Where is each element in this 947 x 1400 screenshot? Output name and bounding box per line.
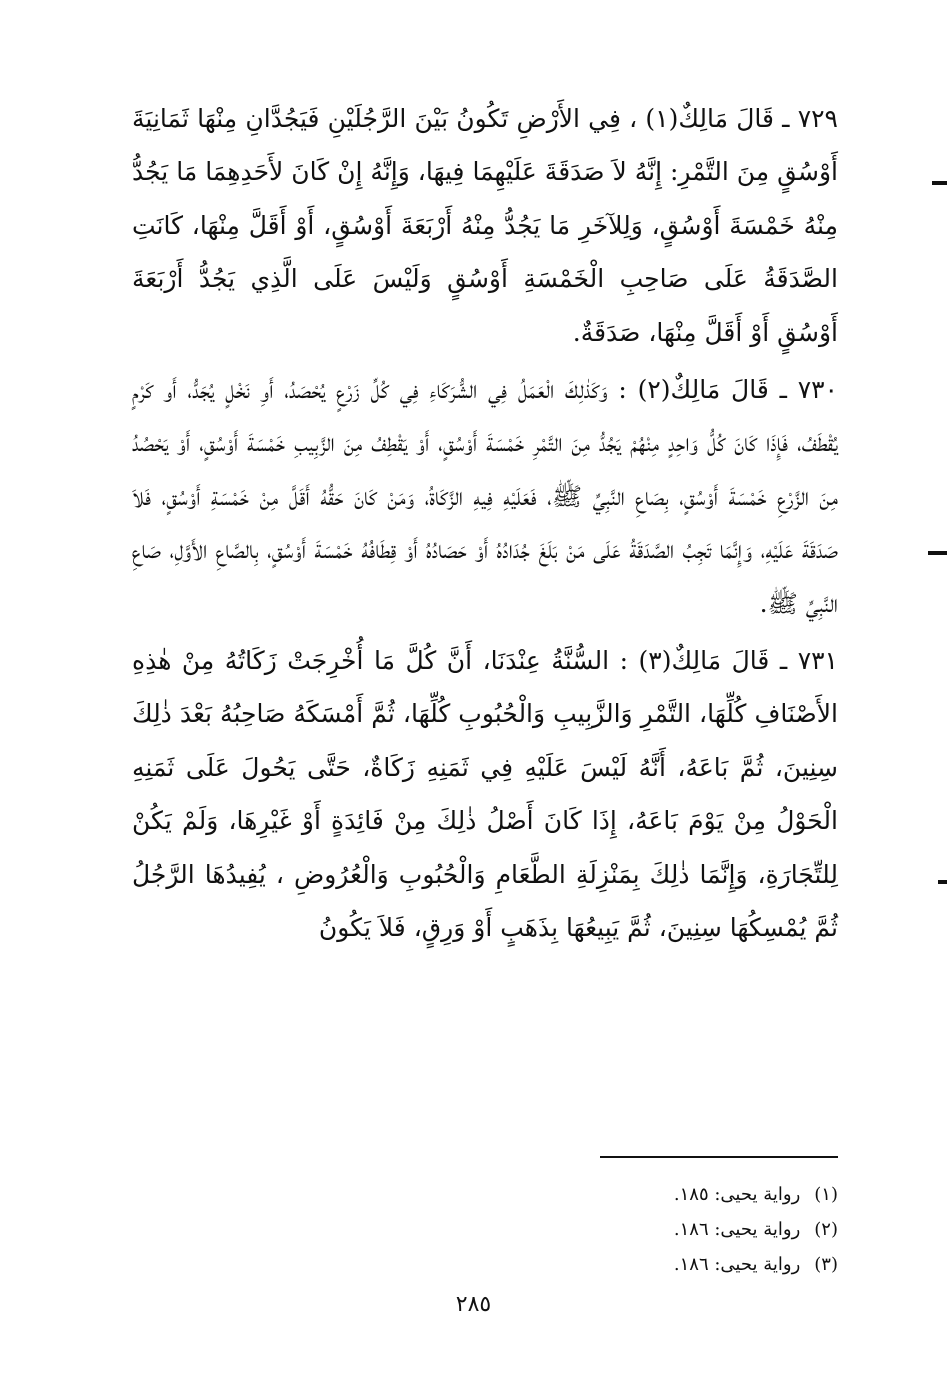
main-text — [132, 92, 838, 955]
paragraph-730: ٧٣٠ ـ قَالَ مَالِكٌ(٢) : وَكَذٰلِكَ الْعَمَلُ فِي الشُّرَكَاءِ فِي كُلِّ زَرْعٍ يُحْصَدُ، أَوِ نَخْلٍ يُجَدُّ، أَو كَرْمٍ يُقْطَفُ، فَإِذَا كَانَ كُلُّ وَاحِدٍ مِنْهُمْ يَجُدُّ مِنَ التَّمْرِ خَمْسَةَ أَوْسُقٍ، أَوْ يَقْطِفُ مِنَ الزَّبِيبِ خَمْسَةَ أَوْسُقٍ، أَوْ يَحْصُدُ مِنَ الزَّرْعِ خَمْسَةَ أَوْسُقٍ، بِصَاعِ النَّبِيِّ ﷺ، فَعَلَيْهِ فِيهِ الزَّكَاةُ، وَمَنْ كَانَ حَقُّهُ أَقَلَّ مِنْ خَمْسَةِ أَوْسُقٍ، فَلاَ صَدَقَةَ عَلَيْهِ، وَإِنَّمَا تَجِبُ الصَّدَقَةُ عَلَى مَنْ بَلَغَ جُدَادُهُ أَوْ حَصَادُهُ أَوْ قِطَافُهُ خَمْسَةَ أَوْسُقٍ، بِالصَّاعِ الأَوَّلِ، صَاعِ النَّبِيِّ ﷺ. — [132, 375, 838, 618]
footnote-2 — [538, 1212, 838, 1247]
paragraph-731: ٧٣١ ـ قَالَ مَالِكٌ(٣) : السُّنَّةُ عِنْدَنَا، أَنَّ كُلَّ مَا أُخْرِجَتْ زَكَاتُهُ مِنْ هٰذِهِ الأَصْنَافِ كُلِّهَا، التَّمْرِ وَالزَّبِيبِ وَالْحُبُوبِ كُلِّهَا، ثُمَّ أَمْسَكَهُ صَاحِبُهُ بَعْدَ ذٰلِكَ سِنِينَ، ثُمَّ بَاعَهُ، أَنَّهُ لَيْسَ عَلَيْهِ فِي ثَمَنِهِ زَكَاةٌ، حَتَّى يَحُولَ عَلَى ثَمَنِهِ الْحَوْلُ مِنْ يَوْمَ بَاعَهُ، إِذَا كَانَ أَصْلُ ذٰلِكَ مِنْ فَائِدَةٍ أَوْ غَيْرِهَا، وَلَمْ يَكُنْ لِلتِّجَارَةِ، وَإِنَّمَا ذٰلِكَ بِمَنْزِلَةِ الطَّعَامِ وَالْحُبُوبِ وَالْعُرُوضِ ، يُفِيدُهَا الرَّجُلُ ثُمَّ يُمْسِكُهَا سِنِينَ، ثُمَّ يَبِيعُهَا بِذَهَبٍ أَوْ وَرِقٍ، فَلاَ يَكُونُ — [132, 646, 838, 943]
footnote-1 — [538, 1177, 838, 1212]
footnote-text: رواية يحيى: ١٨٦. — [673, 1254, 801, 1275]
footnote-3 — [538, 1247, 838, 1282]
margin-mark — [928, 551, 947, 555]
footnote-number: (٣) — [814, 1254, 838, 1275]
margin-mark — [938, 880, 947, 884]
footnote-text: رواية يحيى: ١٨٦. — [673, 1219, 801, 1240]
footnote-separator — [600, 1156, 838, 1158]
footnote-number: (١) — [814, 1184, 838, 1205]
margin-mark — [932, 181, 947, 185]
page-number: ٢٨٥ — [455, 1292, 492, 1317]
footnote-text: رواية يحيى: ١٨٥. — [673, 1184, 801, 1205]
paragraph-729: ٧٢٩ ـ قَالَ مَالِكٌ(١) ، فِي الأَرْضِ تَكُونُ بَيْنَ الرَّجُلَيْنِ فَيَجُدَّانِ مِنْهَا ثَمَانِيَةَ أَوْسُقٍ مِنَ التَّمْرِ: إِنَّهُ لاَ صَدَقَةَ عَلَيْهِمَا فِيهَا، وَإِنَّهُ إِنْ كَانَ لأَحَدِهِمَا مَا يَجُدُّ مِنْهُ خَمْسَةَ أَوْسُقٍ، وَلِلآخَرِ مَا يَجُدُّ مِنْهُ أَرْبَعَةَ أَوْسُقٍ، أَوْ أَقَلَّ مِنْهَا، كَانَتِ الصَّدَقَةُ عَلَى صَاحِبِ الْخَمْسَةِ أَوْسُقٍ وَلَيْسَ عَلَى الَّذِي يَجُدُّ أَرْبَعَةَ أَوْسُقٍ أَوْ أَقَلَّ مِنْهَا، صَدَقَةٌ. — [132, 104, 838, 347]
footnotes — [538, 1177, 838, 1282]
footnote-number: (٢) — [814, 1219, 838, 1240]
